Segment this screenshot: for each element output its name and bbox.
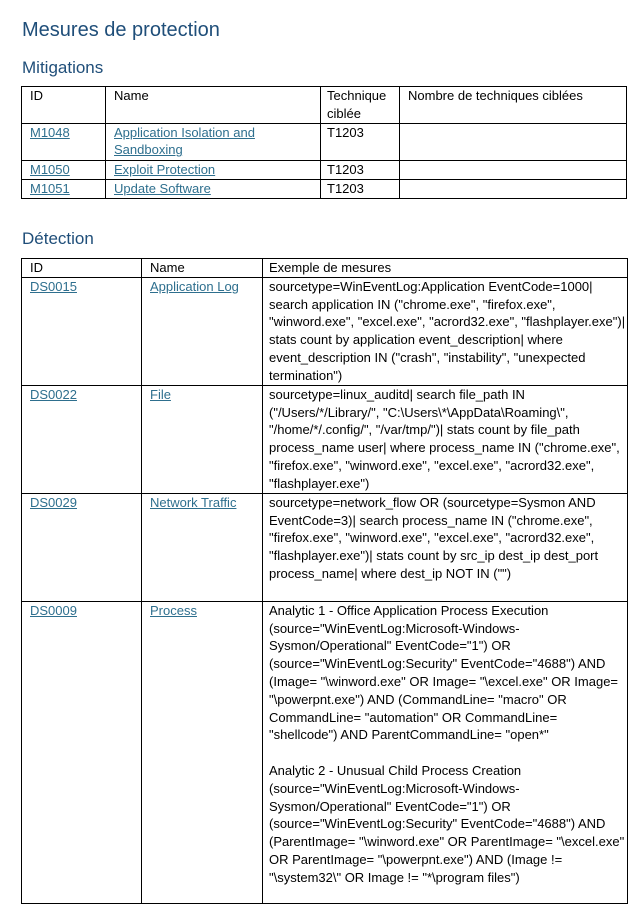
detection-heading: Détection xyxy=(22,229,94,248)
header-name: Name xyxy=(106,87,321,124)
mitigation-name-link[interactable]: Exploit Protection xyxy=(114,161,216,177)
table-header-row xyxy=(22,259,628,278)
page-title: Mesures de protection xyxy=(22,19,220,41)
datasource-id-link[interactable]: DS0022 xyxy=(30,386,77,402)
detection-table xyxy=(21,258,628,904)
header-id: ID xyxy=(22,87,106,124)
mitigation-id-link[interactable]: M1051 xyxy=(30,180,70,196)
table-header-row xyxy=(22,87,627,124)
datasource-id-link[interactable]: DS0009 xyxy=(30,602,77,618)
table-row xyxy=(22,277,628,385)
mitigations-heading: Mitigations xyxy=(22,58,104,77)
header-measure: Exemple de mesures xyxy=(263,259,628,278)
header-count: Nombre de techniques ciblées xyxy=(400,87,627,124)
mitigation-id-link[interactable]: M1048 xyxy=(30,124,70,140)
header-name: Name xyxy=(142,259,263,278)
datasource-name-link[interactable]: Application Log xyxy=(150,278,239,294)
datasource-name-link[interactable]: Process xyxy=(150,602,197,618)
table-row xyxy=(22,179,627,198)
header-technique: Technique ciblée xyxy=(321,87,400,124)
datasource-id-link[interactable]: DS0015 xyxy=(30,278,77,294)
datasource-id-link[interactable]: DS0029 xyxy=(30,494,77,510)
table-row xyxy=(22,123,627,160)
mitigation-name-link[interactable]: Application Isolation and Sandboxing xyxy=(114,124,255,158)
measure-cell: sourcetype=WinEventLog:Application EventCode=1000| search application IN ("chrome.exe", "firefox.exe", "winword.exe", "excel.exe", "acrord32.exe", "flashplayer.exe")| stats count by application event_description| where event_description IN ("crash", "instability", "unexpected termination") xyxy=(263,277,628,385)
measure-cell: sourcetype=network_flow OR (sourcetype=Sysmon AND EventCode=3)| search process_name IN ("chrome.exe", "firefox.exe", "winword.exe", "excel.exe", "acrord32.exe", "flashplayer.exe")| stats count by src_ip dest_ip dest_port process_name| where dest_ip NOT IN ("") xyxy=(263,493,628,601)
count-cell xyxy=(400,179,627,198)
table-row xyxy=(22,160,627,179)
technique-cell: T1203 xyxy=(321,160,400,179)
table-row xyxy=(22,601,628,903)
count-cell xyxy=(400,123,627,160)
measure-cell: sourcetype=linux_auditd| search file_path IN ("/Users/*/Library/", "C:\Users\*\AppData\Roaming\", "/home/*/.config/", "/var/tmp/")| stats count by file_path process_name user| where process_name IN ("chrome.exe", "firefox.exe", "winword.exe", "excel.exe", "acrord32.exe", "flashplayer.exe") xyxy=(263,385,628,493)
measure-cell: Analytic 1 - Office Application Process Execution (source="WinEventLog:Microsoft-Windows-Sysmon/Operational" EventCode="1") OR (source="WinEventLog:Security" EventCode="4688") AND (Image= "\winword.exe" OR Image= "\excel.exe" OR Image= "\powerpnt.exe") AND (CommandLine= "macro" OR CommandLine= "automation" OR CommandLine= "shellcode") AND ParentCommandLine= "open*" Analytic 2 - Unusual Child Process Creation (source="WinEventLog:Microsoft-Windows-Sysmon/Operational" EventCode="1") OR (source="WinEventLog:Security" EventCode="4688") AND (ParentImage= "\winword.exe" OR ParentImage= "\excel.exe" OR ParentImage= "\powerpnt.exe") AND (Image != "\system32\" OR Image != "*\program files") xyxy=(263,601,628,903)
technique-cell: T1203 xyxy=(321,179,400,198)
datasource-name-link[interactable]: File xyxy=(150,386,171,402)
mitigation-id-link[interactable]: M1050 xyxy=(30,161,70,177)
technique-cell: T1203 xyxy=(321,123,400,160)
mitigation-name-link[interactable]: Update Software xyxy=(114,180,211,196)
count-cell xyxy=(400,160,627,179)
table-row xyxy=(22,493,628,601)
mitigations-table xyxy=(21,86,627,199)
datasource-name-link[interactable]: Network Traffic xyxy=(150,494,237,510)
header-id: ID xyxy=(22,259,142,278)
table-row xyxy=(22,385,628,493)
